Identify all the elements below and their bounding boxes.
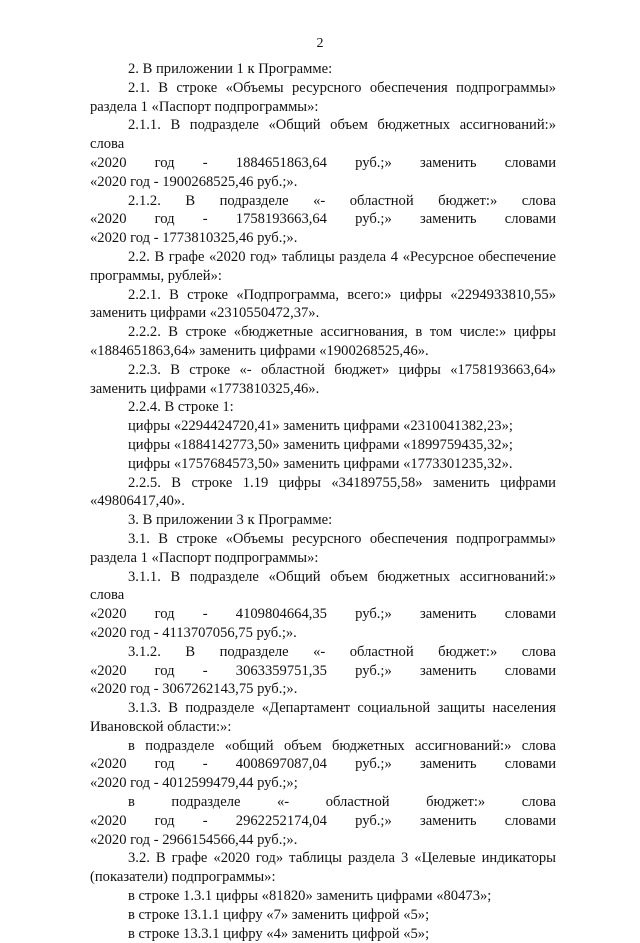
paragraph: (показатели) подпрограммы»: <box>90 869 276 886</box>
paragraph: заменить цифрами «1773810325,46». <box>90 380 320 397</box>
paragraph: 2.1.1. В подразделе «Общий объем бюджетных ассигнований:» слова <box>90 117 556 153</box>
paragraph: цифры «1884142773,50» заменить цифрами «1899759435,32»; <box>128 436 513 453</box>
paragraph: 2.2.1. В строке «Подпрограмма, всего:» цифры «2294933810,55» <box>128 286 556 303</box>
paragraph: в строке 13.3.1 цифру «4» заменить цифрой «5»; <box>128 925 430 942</box>
paragraph: 2.2.5. В строке 1.19 цифры «34189755,58» заменить цифрами <box>128 474 556 491</box>
paragraph: 2.1.2. В подразделе «- областной бюджет:» слова <box>128 192 556 209</box>
paragraph: в строке 13.1.1 цифру «7» заменить цифрой «5»; <box>128 906 430 923</box>
paragraph: «2020 год - 4113707056,75 руб.;». <box>90 624 297 641</box>
paragraph: «2020 год - 1884651863,64 руб.;» заменить словами <box>90 154 556 171</box>
paragraph: «49806417,40». <box>90 493 185 510</box>
paragraph: в строке 1.3.1 цифры «81820» заменить цифрами «80473»; <box>128 888 492 905</box>
paragraph: 2.2.2. В строке «бюджетные ассигнования, в том числе:» цифры <box>128 324 556 341</box>
paragraph: «2020 год - 2966154566,44 руб.;». <box>90 831 298 848</box>
paragraph: «2020 год - 3067262143,75 руб.;». <box>90 681 298 698</box>
paragraph: 2. В приложении 1 к Программе: <box>128 61 333 77</box>
paragraph: Ивановской области:»: <box>90 718 232 735</box>
paragraph: 3.1.3. В подразделе «Департамент социальной защиты населения <box>128 700 556 717</box>
paragraph: 3.1.2. В подразделе «- областной бюджет:» слова <box>128 643 556 660</box>
paragraph: раздела 1 «Паспорт подпрограммы»: <box>90 98 319 115</box>
paragraph: 3. В приложении 3 к Программе: <box>128 512 333 529</box>
paragraph: «2020 год - 1773810325,46 руб.;». <box>90 230 298 247</box>
paragraph: заменить цифрами «2310550472,37». <box>90 305 320 322</box>
paragraph: 2.1. В строке «Объемы ресурсного обеспечения подпрограммы» <box>128 79 556 96</box>
paragraph: «2020 год - 2962252174,04 руб.;» заменить словами <box>90 812 556 829</box>
paragraph: «2020 год - 1758193663,64 руб.;» заменить словами <box>90 211 556 228</box>
paragraph: «2020 год - 4012599479,44 руб.;»; <box>90 775 298 792</box>
paragraph: 3.1. В строке «Объемы ресурсного обеспечения подпрограммы» <box>128 530 556 547</box>
paragraph: «2020 год - 4008697087,04 руб.;» заменить словами <box>90 756 556 773</box>
paragraph: раздела 1 «Паспорт подпрограммы»: <box>90 549 319 566</box>
paragraph: «2020 год - 1900268525,46 руб.;». <box>90 173 298 190</box>
paragraph: цифры «1757684573,50» заменить цифрами «1773301235,32». <box>128 455 513 472</box>
paragraph: цифры «2294424720,41» заменить цифрами «2310041382,23»; <box>128 418 513 435</box>
paragraph: 3.2. В графе «2020 год» таблицы раздела 3 «Целевые индикаторы <box>128 850 556 867</box>
paragraph: 2.2. В графе «2020 год» таблицы раздела 4 «Ресурсное обеспечение <box>128 248 556 265</box>
paragraph: 2.2.3. В строке «- областной бюджет» цифры «1758193663,64» <box>128 361 556 378</box>
page-number: 2 <box>316 36 324 51</box>
paragraph: в подразделе «общий объем бюджетных ассигнований:» слова <box>128 737 556 754</box>
paragraph: в подразделе «- областной бюджет:» слова <box>128 794 556 811</box>
paragraph: «1884651863,64» заменить цифрами «1900268525,46». <box>90 342 429 359</box>
paragraph: программы, рублей»: <box>90 267 222 284</box>
paragraph: «2020 год - 4109804664,35 руб.;» заменить словами <box>90 606 556 623</box>
paragraph: 2.2.4. В строке 1: <box>128 399 234 416</box>
paragraph: 3.1.1. В подразделе «Общий объем бюджетных ассигнований:» слова <box>90 568 556 604</box>
document-body <box>90 60 556 943</box>
paragraph: «2020 год - 3063359751,35 руб.;» заменить словами <box>90 662 556 679</box>
